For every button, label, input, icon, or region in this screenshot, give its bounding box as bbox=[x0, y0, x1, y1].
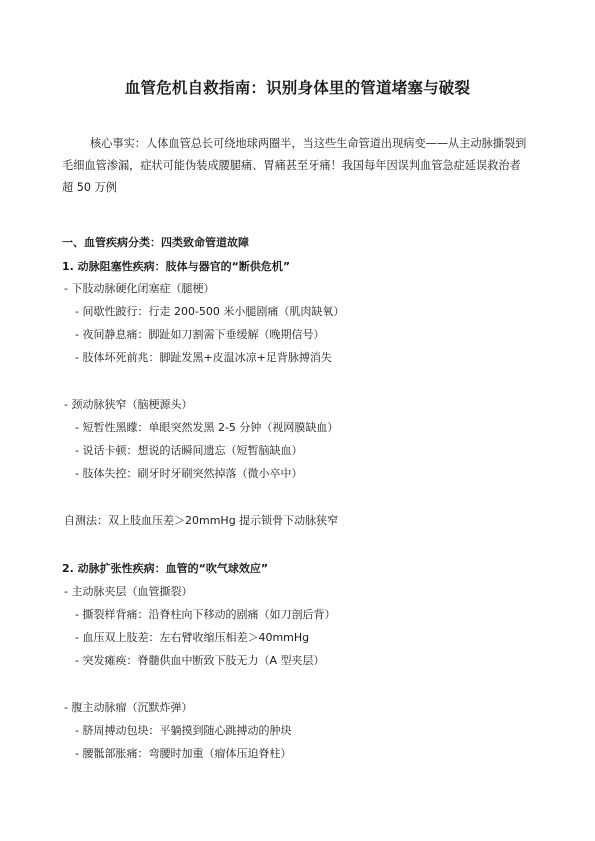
intro-paragraph bbox=[62, 133, 560, 199]
list-item: - 突发瘫痪：脊髓供血中断致下肢无力（A 型夹层） bbox=[75, 654, 325, 667]
list-item: - 肢体失控：刷牙时牙刷突然掉落（微小卒中） bbox=[75, 467, 303, 480]
document-title: 血管危机自救指南：识别身体里的管道堵塞与破裂 bbox=[124, 79, 471, 97]
subsection-title: 2. 动脉扩张性疾病：血管的“吹气球效应” bbox=[62, 562, 269, 575]
list-item: - 脐周搏动包块：平躺摸到随心跳搏动的肿块 bbox=[75, 724, 292, 737]
intro-line: 超 50 万例 bbox=[62, 181, 117, 194]
list-item: - 短暂性黑矇：单眼突然发黑 2-5 分钟（视网膜缺血） bbox=[75, 421, 339, 434]
group-label: - 颈动脉狭窄（脑梗源头） bbox=[64, 398, 193, 411]
list-item: - 夜间静息痛：脚趾如刀割需下垂缓解（晚期信号） bbox=[75, 328, 325, 341]
intro-line: 核心事实：人体血管总长可绕地球两圈半，当这些生命管道出现病变——从主动脉撕裂到 bbox=[90, 137, 527, 150]
list-item: - 血压双上肢差：左右臂收缩压相差＞40mmHg bbox=[75, 631, 310, 644]
list-item: - 间歇性跛行：行走 200-500 米小腿剧痛（肌肉缺氧） bbox=[75, 305, 345, 318]
group-label: - 主动脉夹层（血管撕裂） bbox=[64, 585, 193, 598]
group-label: - 腹主动脉瘤（沉默炸弹） bbox=[64, 701, 193, 714]
intro-line: 毛细血管渗漏，症状可能伪装成腰腿痛、胃痛甚至牙痛！我国每年因误判血管急症延误救治者 bbox=[62, 159, 521, 172]
subsection-title: 1. 动脉阻塞性疾病：肢体与器官的“断供危机” bbox=[62, 260, 291, 273]
self-test-note: 自测法：双上肢血压差＞20mmHg 提示锁骨下动脉狭窄 bbox=[64, 514, 339, 527]
section-heading: 一、血管疾病分类：四类致命管道故障 bbox=[62, 236, 249, 249]
list-item: - 撕裂样背痛：沿脊柱向下移动的剧痛（如刀剖后背） bbox=[75, 608, 336, 621]
group-label: - 下肢动脉硬化闭塞症（腿梗） bbox=[64, 282, 215, 295]
list-item: - 说话卡顿：想说的话瞬间遗忘（短暂脑缺血） bbox=[75, 444, 303, 457]
list-item: - 肢体坏死前兆：脚趾发黑+皮温冰凉+足背脉搏消失 bbox=[75, 351, 332, 364]
list-item: - 腰骶部胀痛：弯腰时加重（瘤体压迫脊柱） bbox=[75, 747, 292, 760]
